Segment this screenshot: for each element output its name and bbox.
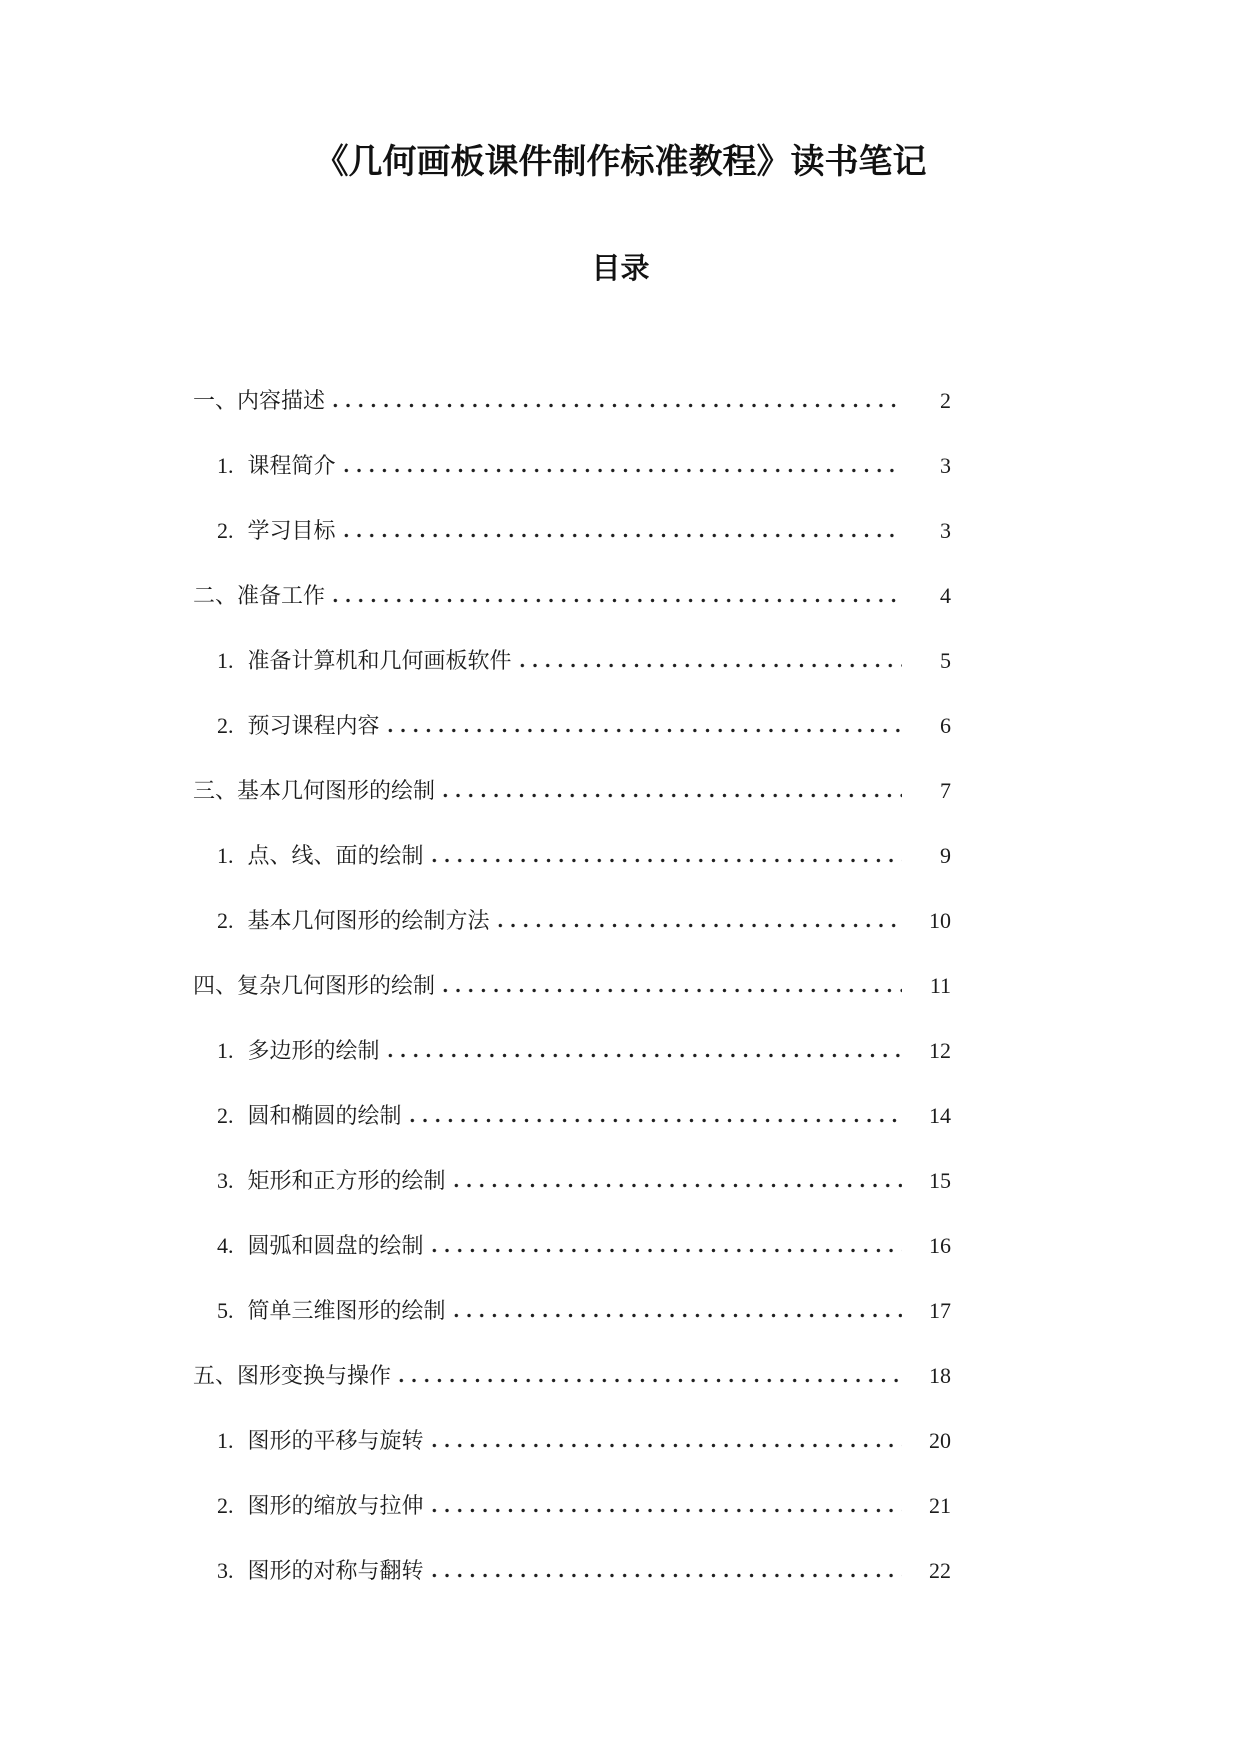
toc-entry[interactable]: [217, 1426, 951, 1456]
dot-leader: [425, 1231, 902, 1261]
toc-entry[interactable]: [217, 841, 951, 871]
toc-entry-number: 2.: [217, 1103, 234, 1128]
toc-entry-label: 复杂几何图形的绘制: [237, 973, 436, 998]
toc-entry[interactable]: [217, 1491, 951, 1521]
toc-entry-number: 三、: [193, 778, 238, 803]
toc-entry-number: 二、: [193, 583, 238, 608]
toc-page-number: 14: [929, 1103, 951, 1128]
toc-page-number: 10: [929, 908, 951, 933]
toc-entry-number: 4.: [217, 1233, 234, 1258]
toc-entry[interactable]: [217, 1556, 951, 1586]
toc-entry-label: 圆弧和圆盘的绘制: [247, 1233, 424, 1258]
toc-page-number: 22: [929, 1558, 951, 1583]
toc-entry-number: 五、: [193, 1363, 238, 1388]
toc-entry-label: 图形的缩放与拉伸: [247, 1493, 424, 1518]
toc-entry[interactable]: [217, 1296, 951, 1326]
toc-entry-number: 2.: [217, 518, 234, 543]
toc-entry[interactable]: [217, 516, 951, 546]
toc-entry-label: 基本几何图形的绘制: [237, 778, 436, 803]
toc-page-number: 4: [940, 583, 951, 608]
toc-entry-label: 简单三维图形的绘制: [247, 1298, 446, 1323]
dot-leader: [447, 1166, 902, 1196]
dot-leader: [425, 1426, 902, 1456]
dot-leader: [436, 971, 902, 1001]
dot-leader: [425, 1556, 902, 1586]
toc-entry[interactable]: [217, 1166, 951, 1196]
toc-entry-number: 1.: [217, 453, 234, 478]
toc-entry[interactable]: [217, 1231, 951, 1261]
dot-leader: [425, 841, 902, 871]
toc-entry[interactable]: [217, 906, 951, 936]
toc-entry-number: 2.: [217, 1493, 234, 1518]
toc-entry-label: 图形的对称与翻转: [247, 1558, 424, 1583]
dot-leader: [403, 1101, 902, 1131]
dot-leader: [326, 581, 902, 611]
toc-entry[interactable]: [193, 581, 951, 611]
dot-leader: [425, 1491, 902, 1521]
toc-entry-number: 3.: [217, 1558, 234, 1583]
toc-page-number: 3: [940, 518, 951, 543]
toc-page-number: 16: [929, 1233, 951, 1258]
toc-entry-label: 基本几何图形的绘制方法: [247, 908, 490, 933]
toc-entry[interactable]: [217, 1036, 951, 1066]
dot-leader: [447, 1296, 902, 1326]
toc-page-number: 2: [940, 388, 951, 413]
toc-entry-number: 2.: [217, 713, 234, 738]
toc-page-number: 5: [940, 648, 951, 673]
toc-page-number: 6: [940, 713, 951, 738]
toc-entry-number: 1.: [217, 1038, 234, 1063]
toc-entry-number: 3.: [217, 1168, 234, 1193]
toc-entry-label: 多边形的绘制: [247, 1038, 380, 1063]
toc-page-number: 18: [929, 1363, 951, 1388]
toc-entry-label: 学习目标: [247, 518, 336, 543]
toc-page-number: 3: [940, 453, 951, 478]
toc-entry[interactable]: [217, 451, 951, 481]
toc-page-number: 11: [929, 973, 951, 998]
toc-entry[interactable]: [217, 646, 951, 676]
toc-page-number: 20: [929, 1428, 951, 1453]
toc-page-number: 12: [929, 1038, 951, 1063]
toc-entry-label: 准备工作: [237, 583, 326, 608]
toc-entry[interactable]: [193, 776, 951, 806]
dot-leader: [436, 776, 902, 806]
dot-leader: [326, 386, 902, 416]
toc-entry-number: 一、: [193, 388, 238, 413]
toc-entry-label: 图形的平移与旋转: [247, 1428, 424, 1453]
toc-entry-number: 1.: [217, 648, 234, 673]
toc-page-number: 15: [929, 1168, 951, 1193]
toc-entry-number: 2.: [217, 908, 234, 933]
toc-entry-number: 四、: [193, 973, 238, 998]
toc-entry-label: 图形变换与操作: [237, 1363, 392, 1388]
toc-entry[interactable]: [217, 711, 951, 741]
toc-entry-number: 1.: [217, 1428, 234, 1453]
toc-page-number: 21: [929, 1493, 951, 1518]
toc-entry[interactable]: [193, 971, 951, 1001]
dot-leader: [491, 906, 902, 936]
toc-entry[interactable]: [217, 1101, 951, 1131]
toc-page-number: 7: [940, 778, 951, 803]
toc-entry[interactable]: [193, 1361, 951, 1391]
toc-entry-number: 1.: [217, 843, 234, 868]
toc-entry-label: 圆和椭圆的绘制: [247, 1103, 402, 1128]
toc-entry-label: 预习课程内容: [247, 713, 380, 738]
toc-entry-label: 矩形和正方形的绘制: [247, 1168, 446, 1193]
toc-page-number: 9: [940, 843, 951, 868]
dot-leader: [337, 451, 902, 481]
toc-entry-label: 课程简介: [247, 453, 336, 478]
toc-entry-label: 准备计算机和几何画板软件: [247, 648, 512, 673]
dot-leader: [392, 1361, 902, 1391]
dot-leader: [513, 646, 902, 676]
dot-leader: [381, 711, 902, 741]
toc-entry-number: 5.: [217, 1298, 234, 1323]
dot-leader: [337, 516, 902, 546]
document-title: 《几何画板课件制作标准教程》读书笔记: [314, 144, 927, 181]
toc-heading: 目录: [591, 253, 650, 285]
toc-page-number: 17: [929, 1298, 951, 1323]
toc-entry[interactable]: [193, 386, 951, 416]
toc-entry-label: 内容描述: [237, 388, 326, 413]
toc-entry-label: 点、线、面的绘制: [247, 843, 424, 868]
dot-leader: [381, 1036, 902, 1066]
table-of-contents: [0, 386, 1241, 1586]
